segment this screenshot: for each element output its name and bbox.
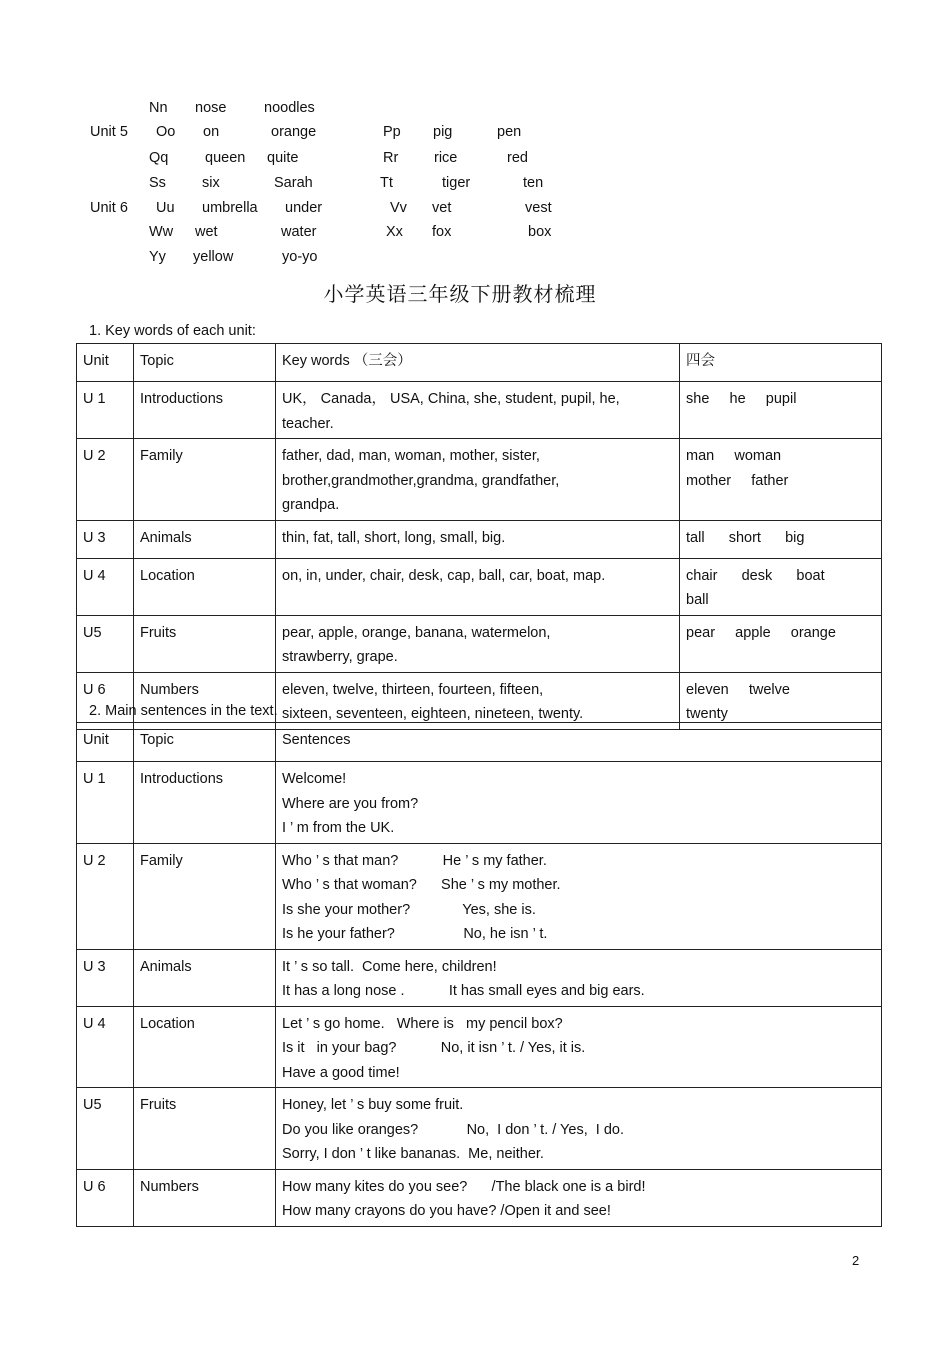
cell-text: Who ’ s that man? He ’ s my father.	[282, 852, 547, 869]
example-word: nose	[195, 100, 227, 116]
page-title: 小学英语三年级下册教材梳理	[323, 282, 597, 306]
table-header-row	[77, 723, 882, 762]
cell-text: mother father	[686, 472, 789, 489]
example-word: pen	[497, 124, 522, 140]
header-topic: Topic	[134, 344, 276, 382]
table-row	[77, 1088, 882, 1170]
table-row	[77, 672, 882, 729]
cell-text: ball	[686, 592, 709, 608]
letter-pair: Oo	[156, 124, 176, 140]
cell-text: man woman	[686, 448, 782, 464]
example-word: on	[203, 124, 220, 140]
example-word: orange	[271, 124, 317, 140]
cell-text: How many kites do you see? /The black one is a bird!	[282, 1178, 646, 1195]
cell-text: brother,grandmother,grandma, grandfather,	[282, 472, 560, 489]
cell-text: father, dad, man, woman, mother, sister,	[282, 448, 540, 464]
topic-cell	[134, 382, 276, 439]
keywords-cell	[276, 672, 680, 729]
four-skills-cell	[680, 615, 882, 672]
unit-cell	[77, 558, 134, 615]
example-word: red	[507, 150, 528, 166]
cell-text: teacher.	[282, 415, 334, 432]
example-word: umbrella	[202, 200, 258, 216]
header-unit: Unit	[77, 723, 134, 762]
example-word: vet	[432, 200, 452, 216]
sentences-cell	[276, 949, 882, 1006]
unit-cell	[77, 949, 134, 1006]
table-row	[77, 843, 882, 949]
unit-cell	[77, 762, 134, 844]
key-words-table	[76, 343, 882, 730]
cell-text: Is he your father? No, he isn ’ t.	[282, 926, 548, 942]
cell-text: How many crayons do you have? /Open it and see!	[282, 1203, 611, 1219]
example-word: queen	[205, 150, 246, 166]
table-row	[77, 1006, 882, 1088]
cell-text: grandpa.	[282, 497, 340, 513]
example-word: rice	[434, 150, 458, 166]
cell-text: she he pupil	[686, 391, 797, 407]
letter-row	[0, 150, 950, 170]
cell-text: Let ’ s go home. Where is my pencil box?	[282, 1015, 563, 1032]
topic-cell	[134, 615, 276, 672]
header-topic: Topic	[134, 723, 276, 762]
header-unit: Unit	[77, 344, 134, 382]
topic-cell	[134, 1169, 276, 1226]
cell-text: Numbers	[140, 1178, 199, 1195]
cell-text: Is she your mother? Yes, she is.	[282, 901, 536, 918]
keywords-cell	[276, 558, 680, 615]
cell-text: U 1	[83, 771, 106, 787]
cell-text: U 3	[83, 529, 106, 546]
section1-heading: 1. Key words of each unit:	[89, 323, 256, 339]
table-row	[77, 439, 882, 521]
example-word: wet	[195, 224, 218, 240]
letter-pair: Yy	[149, 249, 166, 265]
cell-text: U5	[83, 1097, 102, 1113]
letter-pair: Pp	[383, 124, 401, 140]
cell-text: strawberry, grape.	[282, 649, 398, 665]
page-number: 2	[852, 1253, 860, 1268]
keywords-cell	[276, 520, 680, 558]
sentences-cell	[276, 1006, 882, 1088]
cell-text: Introductions	[140, 771, 224, 787]
cell-text: It has a long nose . It has small eyes and big ears.	[282, 983, 645, 999]
cell-text: on, in, under, chair, desk, cap, ball, car, boat, map.	[282, 567, 606, 584]
unit-cell	[77, 382, 134, 439]
letter-row	[0, 249, 950, 269]
four-skills-cell	[680, 382, 882, 439]
cell-text: chair desk boat	[686, 567, 825, 584]
letter-row	[0, 200, 950, 220]
cell-text: Animals	[140, 529, 192, 546]
cell-text: I ’ m from the UK.	[282, 820, 395, 836]
cell-text: U 6	[83, 681, 106, 698]
example-word: tiger	[442, 175, 471, 191]
cell-text: U 4	[83, 567, 106, 584]
cell-text: tall short big	[686, 529, 805, 546]
cell-text: Animals	[140, 958, 192, 975]
example-word: noodles	[264, 100, 315, 116]
four-skills-cell	[680, 520, 882, 558]
unit-cell	[77, 439, 134, 521]
topic-cell	[134, 949, 276, 1006]
letter-row	[0, 224, 950, 244]
unit-cell	[77, 672, 134, 729]
cell-text: Location	[140, 567, 195, 584]
example-word: quite	[267, 150, 299, 166]
topic-cell	[134, 1006, 276, 1088]
example-word: pig	[433, 124, 453, 140]
table-row	[77, 762, 882, 844]
four-skills-cell	[680, 439, 882, 521]
cell-text: UK， Canada， USA, China, she, student, pupil, he,	[282, 391, 620, 407]
unit-label: Unit 5	[90, 124, 128, 140]
letter-pair: Uu	[156, 200, 175, 216]
cell-text: twenty	[686, 706, 728, 722]
table-row	[77, 949, 882, 1006]
letter-pair: Ww	[149, 224, 174, 240]
sentences-cell	[276, 762, 882, 844]
topic-cell	[134, 558, 276, 615]
cell-text: Sorry, I don ’ t like bananas. Me, neither.	[282, 1146, 544, 1162]
keywords-cell	[276, 382, 680, 439]
cell-text: U 1	[83, 391, 106, 407]
table-row	[77, 382, 882, 439]
cell-text: Fruits	[140, 1097, 177, 1113]
cell-text: eleven, twelve, thirteen, fourteen, fifteen,	[282, 681, 544, 698]
example-word: six	[202, 175, 220, 191]
cell-text: Location	[140, 1015, 195, 1032]
cell-text: pear, apple, orange, banana, watermelon,	[282, 624, 551, 641]
example-word: yellow	[193, 249, 234, 265]
cell-text: Family	[140, 852, 183, 869]
example-word: water	[281, 224, 317, 240]
example-word: yo-yo	[282, 249, 318, 265]
cell-text: thin, fat, tall, short, long, small, big.	[282, 529, 506, 546]
cell-text: U 2	[83, 852, 106, 869]
letter-pair: Rr	[383, 150, 399, 166]
topic-cell	[134, 1088, 276, 1170]
cell-text: Numbers	[140, 681, 199, 698]
cell-text: Honey, let ’ s buy some fruit.	[282, 1097, 464, 1113]
cell-text: pear apple orange	[686, 624, 836, 641]
cell-text: U 3	[83, 958, 106, 975]
letter-pair: Ss	[149, 175, 166, 191]
letter-row	[0, 175, 950, 195]
unit-cell	[77, 520, 134, 558]
four-skills-cell	[680, 558, 882, 615]
example-word: under	[285, 200, 323, 216]
topic-cell	[134, 439, 276, 521]
letter-pair: Xx	[386, 224, 403, 240]
sentences-table	[76, 722, 882, 1227]
example-word: ten	[523, 175, 544, 191]
keywords-cell	[276, 439, 680, 521]
cell-text: U 6	[83, 1178, 106, 1195]
example-word: vest	[525, 200, 552, 216]
cell-text: Who ’ s that woman? She ’ s my mother.	[282, 877, 561, 893]
table-header-row	[77, 344, 882, 382]
cell-text: U 4	[83, 1015, 106, 1032]
table-row	[77, 520, 882, 558]
unit-cell	[77, 1088, 134, 1170]
topic-cell	[134, 520, 276, 558]
header-sentences: Sentences	[276, 723, 882, 762]
header-four-skills: 四会	[680, 344, 882, 382]
cell-text: U 2	[83, 448, 106, 464]
sentences-cell	[276, 843, 882, 949]
unit-cell	[77, 843, 134, 949]
cell-text: Have a good time!	[282, 1064, 400, 1081]
cell-text: Do you like oranges? No, I don ’ t. / Yes, I do.	[282, 1121, 625, 1138]
sentences-cell	[276, 1088, 882, 1170]
section2-heading: 2. Main sentences in the text.	[89, 703, 278, 719]
letter-pair: Nn	[149, 100, 168, 116]
cell-text: sixteen, seventeen, eighteen, nineteen, twenty.	[282, 706, 584, 722]
letter-row	[0, 100, 950, 120]
topic-cell	[134, 843, 276, 949]
cell-text: Welcome!	[282, 771, 347, 787]
example-word: Sarah	[274, 175, 313, 191]
cell-text: U5	[83, 624, 102, 641]
sentences-cell	[276, 1169, 882, 1226]
four-skills-cell	[680, 672, 882, 729]
unit-cell	[77, 1006, 134, 1088]
cell-text: Fruits	[140, 624, 177, 641]
letter-pair: Tt	[380, 175, 393, 191]
cell-text: Family	[140, 448, 183, 464]
unit-label: Unit 6	[90, 200, 128, 216]
keywords-cell	[276, 615, 680, 672]
example-word: fox	[432, 224, 452, 240]
table-row	[77, 558, 882, 615]
unit-cell	[77, 615, 134, 672]
example-word: box	[528, 224, 552, 240]
table-row	[77, 1169, 882, 1226]
cell-text: Introductions	[140, 391, 224, 407]
letter-pair: Qq	[149, 150, 169, 166]
header-key-words: Key words （三会）	[276, 344, 680, 382]
letter-pair: Vv	[390, 200, 407, 216]
letter-row	[0, 124, 950, 144]
cell-text: eleven twelve	[686, 681, 790, 698]
topic-cell	[134, 762, 276, 844]
cell-text: It ’ s so tall. Come here, children!	[282, 958, 497, 975]
topic-cell	[134, 672, 276, 729]
cell-text: Where are you from?	[282, 795, 419, 812]
table-row	[77, 615, 882, 672]
unit-cell	[77, 1169, 134, 1226]
cell-text: Is it in your bag? No, it isn ’ t. / Yes, it is.	[282, 1040, 586, 1056]
